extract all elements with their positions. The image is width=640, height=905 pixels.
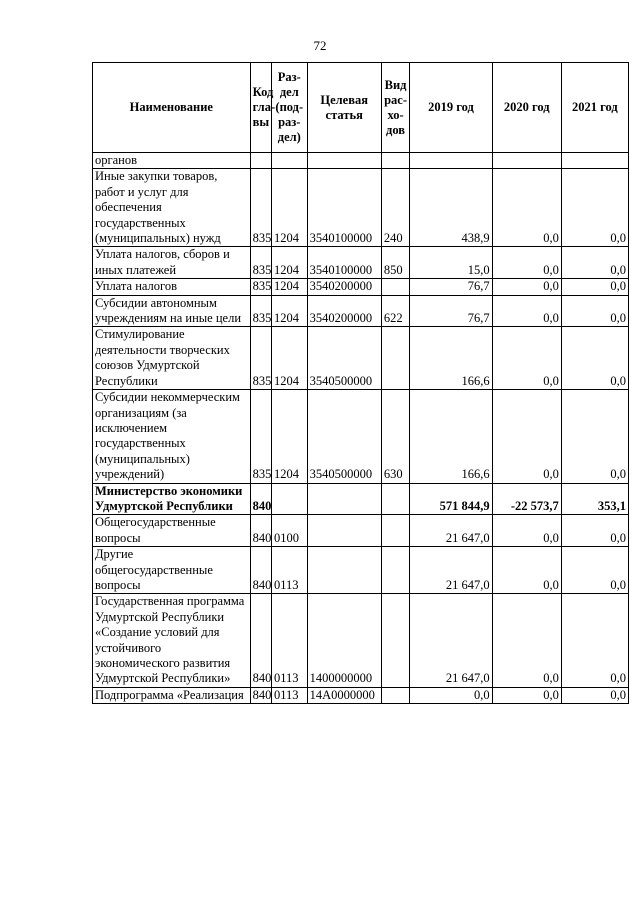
table-row xyxy=(93,279,629,295)
row-code: 835 xyxy=(250,327,271,390)
row-2020: 0,0 xyxy=(492,327,561,390)
table-row xyxy=(93,547,629,594)
row-type xyxy=(381,687,409,703)
row-2019: 21 647,0 xyxy=(410,594,492,687)
header-code: Код гла- вы xyxy=(250,63,271,153)
row-2019: 0,0 xyxy=(410,687,492,703)
row-2020: 0,0 xyxy=(492,390,561,483)
row-type xyxy=(381,327,409,390)
row-2020: 0,0 xyxy=(492,247,561,279)
row-section: 1204 xyxy=(271,169,307,247)
row-type: 622 xyxy=(381,295,409,327)
row-code xyxy=(250,153,271,169)
row-code: 835 xyxy=(250,247,271,279)
row-type xyxy=(381,279,409,295)
row-name: Министерство экономики Удмуртской Республики xyxy=(93,483,251,515)
row-2021: 0,0 xyxy=(561,687,628,703)
row-type xyxy=(381,515,409,547)
row-article: 3540500000 xyxy=(307,327,381,390)
row-type: 850 xyxy=(381,247,409,279)
row-2019: 76,7 xyxy=(410,295,492,327)
table-row xyxy=(93,515,629,547)
row-type xyxy=(381,594,409,687)
row-article: 3540100000 xyxy=(307,247,381,279)
row-section: 0100 xyxy=(271,515,307,547)
row-section: 1204 xyxy=(271,279,307,295)
table-row xyxy=(93,153,629,169)
header-2021: 2021 год xyxy=(561,63,628,153)
row-name: Государственная программа Удмуртской Республики «Создание условий для устойчивого экономического развития Удмуртской Республики» xyxy=(93,594,251,687)
row-2021: 0,0 xyxy=(561,279,628,295)
row-article xyxy=(307,483,381,515)
row-2019 xyxy=(410,153,492,169)
row-2021: 0,0 xyxy=(561,295,628,327)
row-2021: 353,1 xyxy=(561,483,628,515)
table-row xyxy=(93,247,629,279)
row-type xyxy=(381,153,409,169)
row-2020: -22 573,7 xyxy=(492,483,561,515)
row-name: Субсидии автономным учреждениям на иные цели xyxy=(93,295,251,327)
row-code: 840 xyxy=(250,515,271,547)
table-row xyxy=(93,295,629,327)
row-2019: 76,7 xyxy=(410,279,492,295)
table-row xyxy=(93,390,629,483)
row-section xyxy=(271,483,307,515)
row-article: 3540200000 xyxy=(307,279,381,295)
row-2019: 21 647,0 xyxy=(410,547,492,594)
row-article xyxy=(307,515,381,547)
header-section: Раз- дел (под- раз- дел) xyxy=(271,63,307,153)
row-2021: 0,0 xyxy=(561,594,628,687)
row-name: Стимулирование деятельности творческих союзов Удмуртской Республики xyxy=(93,327,251,390)
row-name: Подпрограмма «Реализация xyxy=(93,687,251,703)
row-2020: 0,0 xyxy=(492,169,561,247)
row-2021 xyxy=(561,153,628,169)
table-row xyxy=(93,327,629,390)
row-type xyxy=(381,547,409,594)
row-name: Субсидии некоммерческим организациям (за исключением государственных (муниципальных) учреждений) xyxy=(93,390,251,483)
row-2021: 0,0 xyxy=(561,169,628,247)
row-name: органов xyxy=(93,153,251,169)
table-row xyxy=(93,594,629,687)
row-code: 840 xyxy=(250,594,271,687)
row-2019: 571 844,9 xyxy=(410,483,492,515)
row-name: Другие общегосударственные вопросы xyxy=(93,547,251,594)
row-code: 835 xyxy=(250,295,271,327)
row-type: 630 xyxy=(381,390,409,483)
row-2021: 0,0 xyxy=(561,547,628,594)
row-2020 xyxy=(492,153,561,169)
row-section: 1204 xyxy=(271,295,307,327)
row-2019: 15,0 xyxy=(410,247,492,279)
row-2019: 166,6 xyxy=(410,327,492,390)
row-code: 835 xyxy=(250,169,271,247)
row-name: Иные закупки товаров, работ и услуг для обеспечения государственных (муниципальных) нужд xyxy=(93,169,251,247)
row-section: 0113 xyxy=(271,547,307,594)
row-article: 3540500000 xyxy=(307,390,381,483)
row-name: Общегосударственные вопросы xyxy=(93,515,251,547)
table-row xyxy=(93,169,629,247)
row-section: 0113 xyxy=(271,687,307,703)
row-2021: 0,0 xyxy=(561,327,628,390)
row-code: 840 xyxy=(250,483,271,515)
row-name: Уплата налогов xyxy=(93,279,251,295)
row-2020: 0,0 xyxy=(492,687,561,703)
row-article xyxy=(307,153,381,169)
row-2020: 0,0 xyxy=(492,279,561,295)
row-2021: 0,0 xyxy=(561,515,628,547)
header-type: Вид рас- хо- дов xyxy=(381,63,409,153)
row-section: 1204 xyxy=(271,247,307,279)
row-code: 840 xyxy=(250,687,271,703)
row-article xyxy=(307,547,381,594)
row-2020: 0,0 xyxy=(492,515,561,547)
page-number: 72 xyxy=(313,38,327,53)
header-article: Целевая статья xyxy=(307,63,381,153)
budget-table xyxy=(92,62,629,704)
row-2020: 0,0 xyxy=(492,295,561,327)
header-2019: 2019 год xyxy=(410,63,492,153)
row-section: 0113 xyxy=(271,594,307,687)
table-row xyxy=(93,687,629,703)
row-2019: 21 647,0 xyxy=(410,515,492,547)
row-code: 835 xyxy=(250,390,271,483)
row-2021: 0,0 xyxy=(561,390,628,483)
row-section: 1204 xyxy=(271,390,307,483)
row-section: 1204 xyxy=(271,327,307,390)
row-type: 240 xyxy=(381,169,409,247)
header-2020: 2020 год xyxy=(492,63,561,153)
table-header-row xyxy=(93,63,629,153)
row-article: 1400000000 xyxy=(307,594,381,687)
row-2019: 438,9 xyxy=(410,169,492,247)
row-2020: 0,0 xyxy=(492,547,561,594)
row-article: 3540200000 xyxy=(307,295,381,327)
table-row xyxy=(93,483,629,515)
row-2019: 166,6 xyxy=(410,390,492,483)
header-name: Наименование xyxy=(93,63,251,153)
row-article: 3540100000 xyxy=(307,169,381,247)
row-section xyxy=(271,153,307,169)
row-article: 14А0000000 xyxy=(307,687,381,703)
row-2021: 0,0 xyxy=(561,247,628,279)
row-type xyxy=(381,483,409,515)
row-code: 840 xyxy=(250,547,271,594)
row-2020: 0,0 xyxy=(492,594,561,687)
row-name: Уплата налогов, сборов и иных платежей xyxy=(93,247,251,279)
row-code: 835 xyxy=(250,279,271,295)
